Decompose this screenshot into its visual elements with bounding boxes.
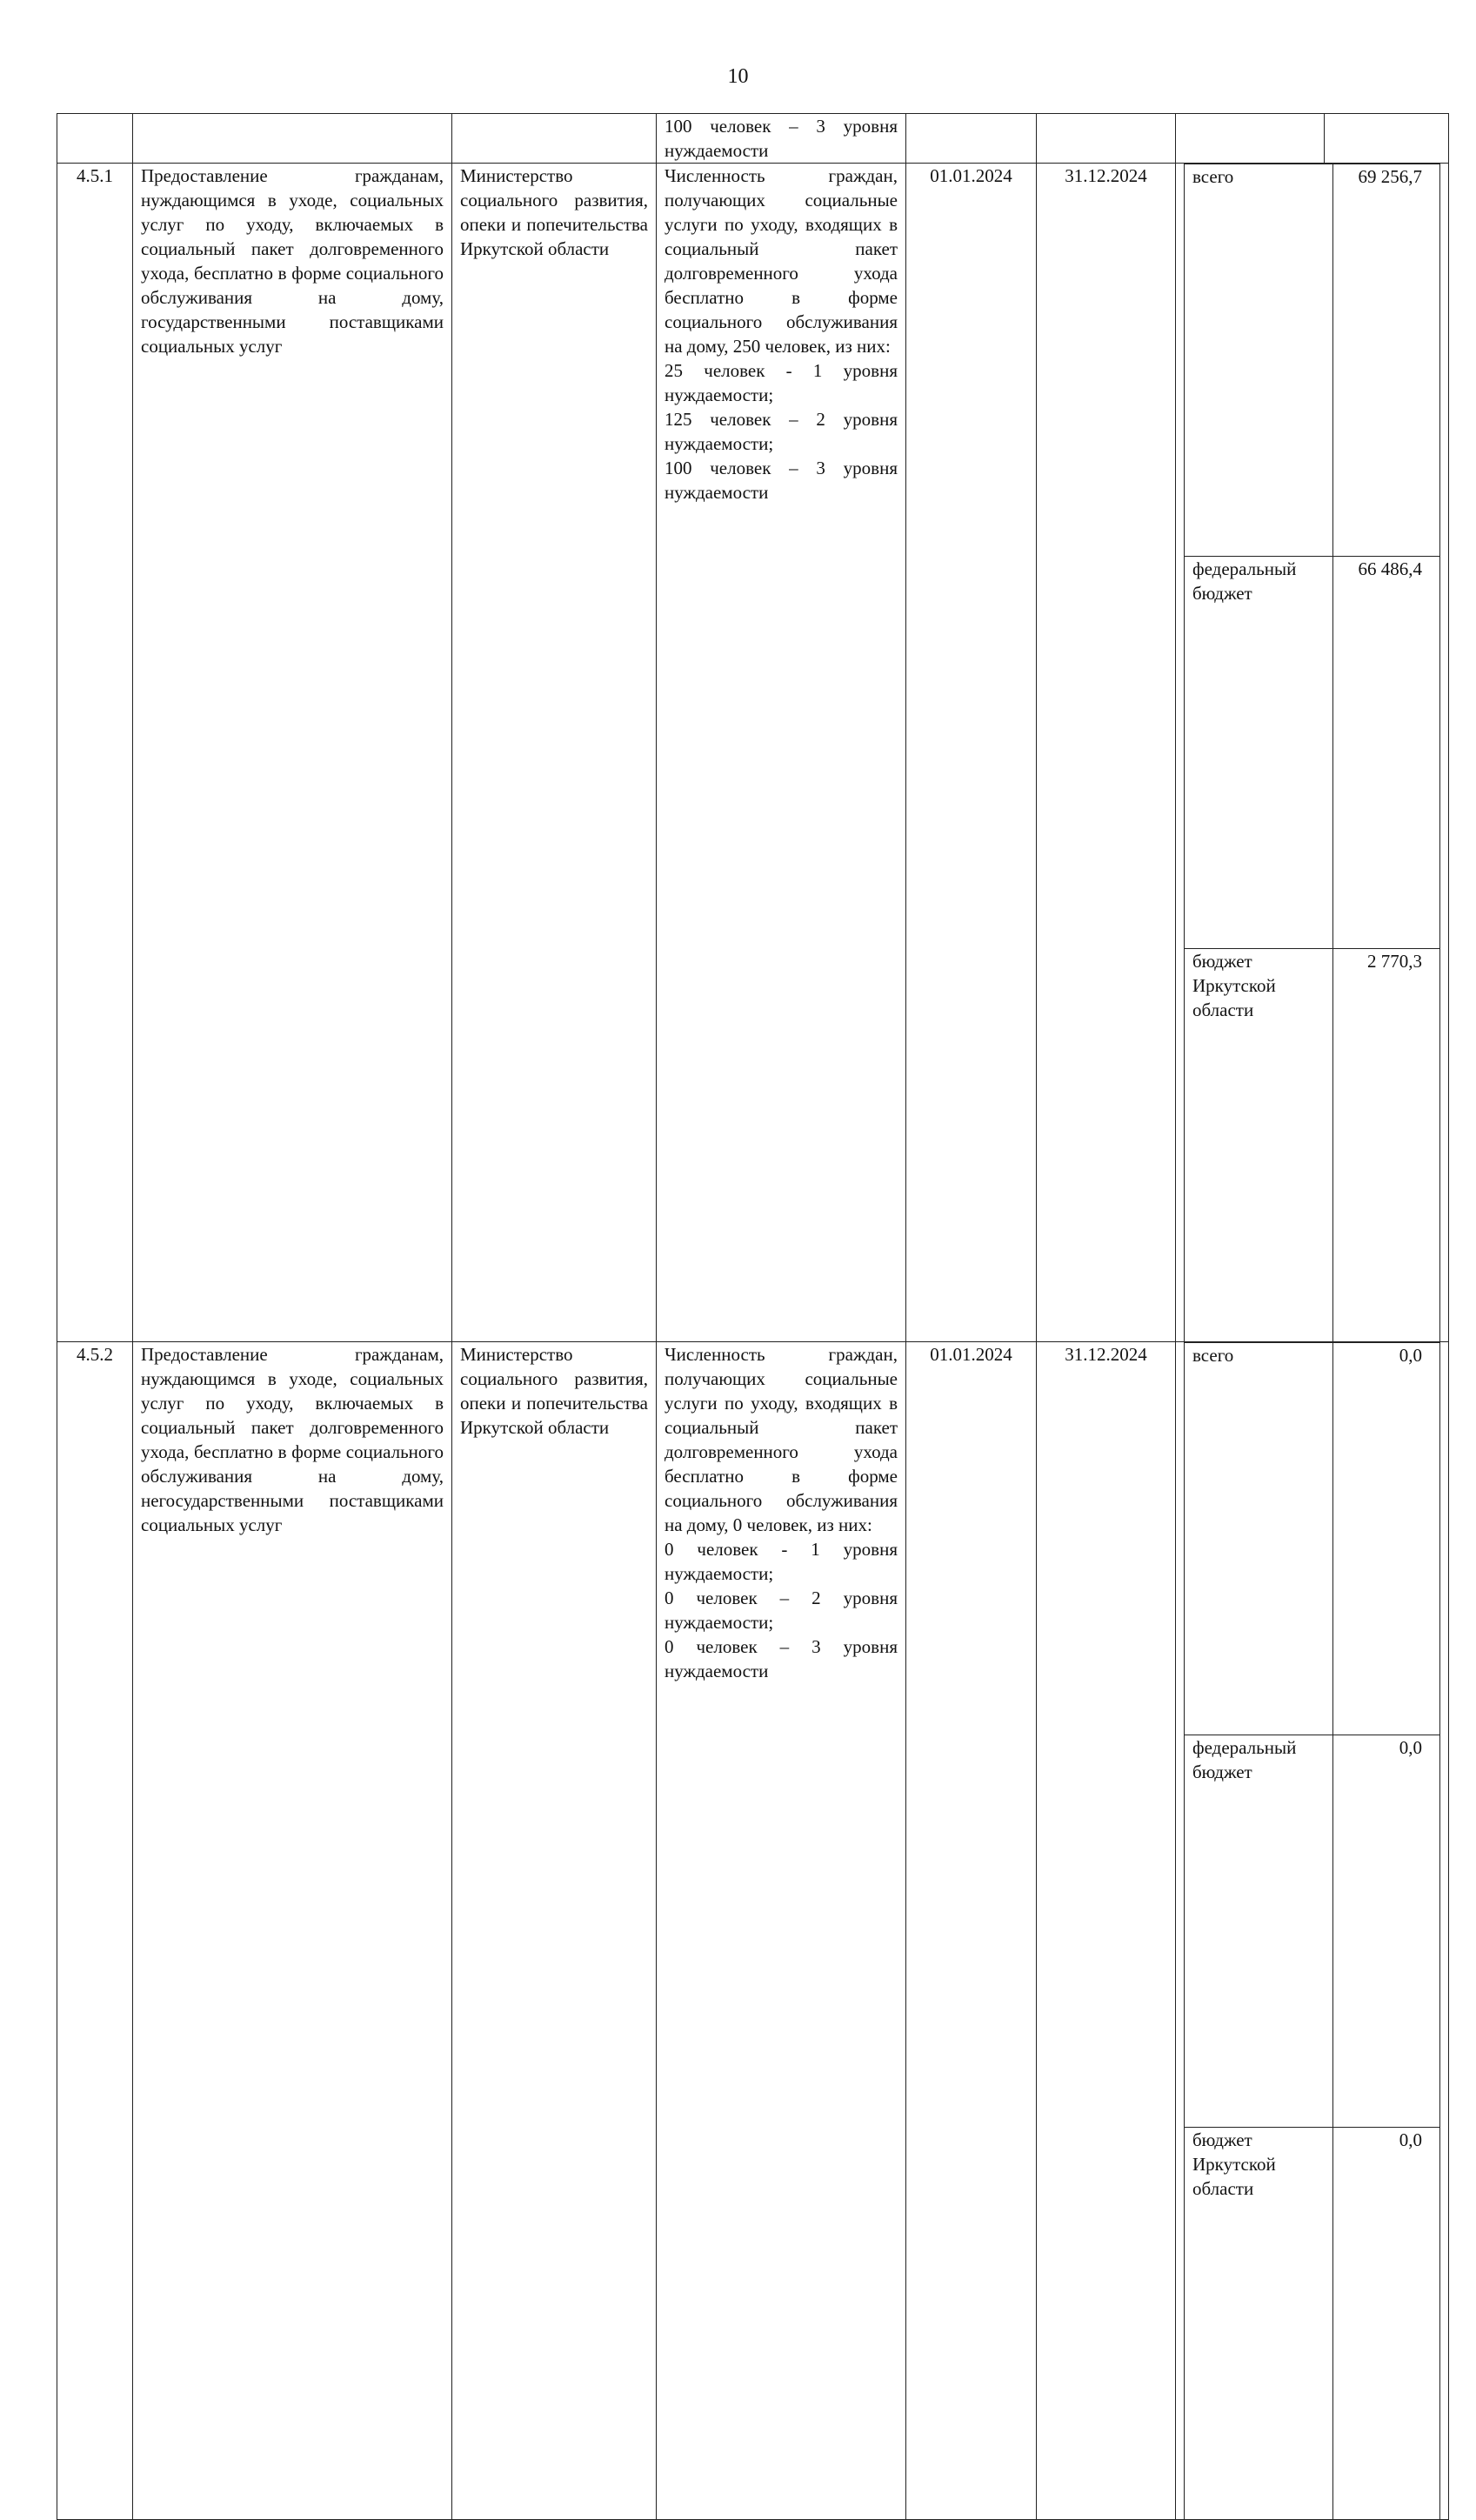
cell-name xyxy=(133,114,452,164)
cell-finance-value xyxy=(1325,114,1449,164)
finance-value: 0,0 xyxy=(1333,1735,1440,2127)
row-name: Предоставление гражданам, нуждающимся в уходе, социальных услуг по уходу, включаемых в социальный пакет долговременного ухода, бесплатно в форме социального обслуживания на дому, негосударственными поставщиками социальных услуг xyxy=(133,1341,452,2520)
finance-table xyxy=(1184,164,1440,1341)
finance-label: бюджет Иркутской области xyxy=(1185,949,1333,1341)
finance-label: федеральный бюджет xyxy=(1185,557,1333,949)
row-executor: Министерство социального развития, опеки и попечительства Иркутской области xyxy=(452,164,657,1342)
cell-executor xyxy=(452,114,657,164)
indicator-line: Численность граждан, получающих социальные услуги по уходу, входящих в социальный пакет долговременного ухода бесплатно в форме социального обслуживания на дому, 250 человек, из них: xyxy=(665,165,898,357)
cell-start-date xyxy=(906,114,1037,164)
indicator-line: 0 человек – 2 уровня нуждаемости; xyxy=(665,1587,898,1633)
cell-finance-label xyxy=(1176,114,1325,164)
indicator-line: Численность граждан, получающих социальные услуги по уходу, входящих в социальный пакет долговременного ухода бесплатно в форме социального обслуживания на дому, 0 человек, из них: xyxy=(665,1343,898,1535)
finance-label: бюджет Иркутской области xyxy=(1185,2127,1333,2519)
finance-value: 0,0 xyxy=(1333,1342,1440,1735)
cell-end-date xyxy=(1037,114,1176,164)
finance-table xyxy=(1184,1342,1440,2520)
finance-value: 0,0 xyxy=(1333,2127,1440,2519)
row-start-date: 01.01.2024 xyxy=(906,1341,1037,2520)
finance-value: 69 256,7 xyxy=(1333,164,1440,557)
row-code: 4.5.2 xyxy=(57,1341,133,2520)
row-end-date: 31.12.2024 xyxy=(1037,1341,1176,2520)
indicator-line: 125 человек – 2 уровня нуждаемости; xyxy=(665,409,898,454)
finance-value: 2 770,3 xyxy=(1333,949,1440,1341)
cell-code xyxy=(57,114,133,164)
finance-label: всего xyxy=(1185,1342,1333,1735)
indicator-line: 25 человек - 1 уровня нуждаемости; xyxy=(665,360,898,405)
table-row xyxy=(57,164,1449,1342)
row-name: Предоставление гражданам, нуждающимся в уходе, социальных услуг по уходу, включаемых в социальный пакет долговременного ухода, бесплатно в форме социального обслуживания на дому, государственными поставщиками социальных услуг xyxy=(133,164,452,1342)
table-row-continuation xyxy=(57,114,1449,164)
row-indicator xyxy=(657,1341,906,2520)
finance-row xyxy=(1185,949,1440,1341)
finance-row xyxy=(1185,164,1440,557)
measures-table xyxy=(57,113,1449,2520)
page-number: 10 xyxy=(727,65,749,88)
finance-row xyxy=(1185,1342,1440,1735)
cell-indicator: 100 человек – 3 уровня нуждаемости xyxy=(657,114,906,164)
finance-value: 66 486,4 xyxy=(1333,557,1440,949)
row-start-date: 01.01.2024 xyxy=(906,164,1037,1342)
table-row xyxy=(57,1341,1449,2520)
row-indicator xyxy=(657,164,906,1342)
finance-label: федеральный бюджет xyxy=(1185,1735,1333,2127)
row-code: 4.5.1 xyxy=(57,164,133,1342)
finance-label: всего xyxy=(1185,164,1333,557)
row-end-date: 31.12.2024 xyxy=(1037,164,1176,1342)
finance-row xyxy=(1185,2127,1440,2519)
indicator-line: 100 человек – 3 уровня нуждаемости xyxy=(665,458,898,503)
finance-row xyxy=(1185,557,1440,949)
indicator-line: 0 человек – 3 уровня нуждаемости xyxy=(665,1635,898,1681)
finance-row xyxy=(1185,1735,1440,2127)
row-executor: Министерство социального развития, опеки и попечительства Иркутской области xyxy=(452,1341,657,2520)
row-finance xyxy=(1176,164,1449,1342)
indicator-line: 0 человек - 1 уровня нуждаемости; xyxy=(665,1538,898,1584)
row-finance xyxy=(1176,1341,1449,2520)
